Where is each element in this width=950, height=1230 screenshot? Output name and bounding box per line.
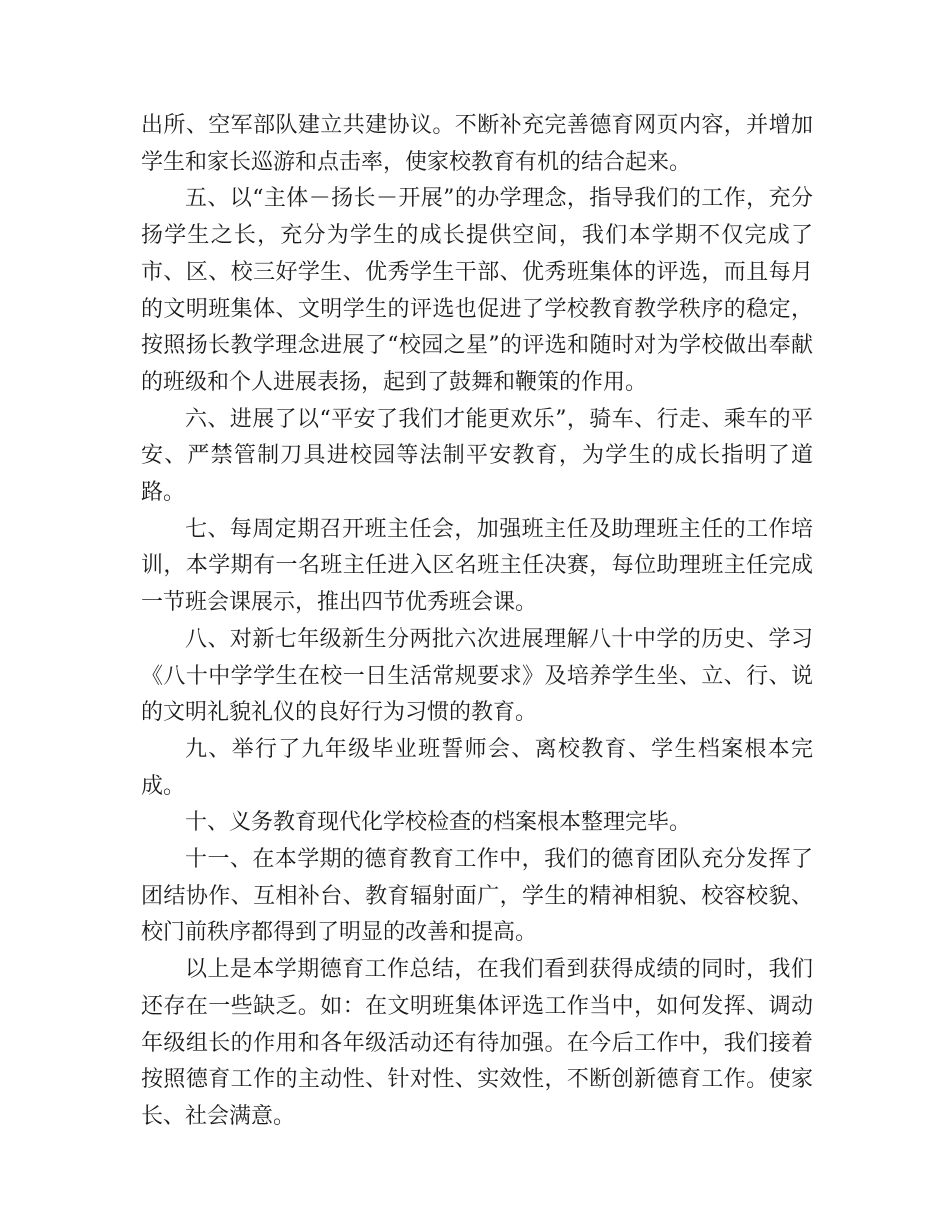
paragraph-item-11: 十一、在本学期的德育教育工作中，我们的德育团队充分发挥了团结协作、互相补台、教育辐射面广，学生的精神相貌、校容校貌、校门前秩序都得到了明显的改善和提高。 bbox=[141, 847, 813, 946]
paragraph-item-6: 六、进展了以“平安了我们才能更欢乐”，骑车、行走、乘车的平安、严禁管制刀具进校园等法制平安教育，为学生的成长指明了道路。 bbox=[141, 406, 813, 506]
paragraph-continued: 出所、空军部队建立共建协议。不断补充完善德育网页内容，并增加学生和家长巡游和点击率，使家校教育有机的结合起来。 bbox=[141, 113, 813, 175]
document-body bbox=[141, 108, 813, 1136]
paragraph-item-10: 十、义务教育现代化学校检查的档案根本整理完毕。 bbox=[185, 810, 692, 836]
paragraph-item-9: 九、举行了九年级毕业班誓师会、离校教育、学生档案根本完成。 bbox=[141, 736, 813, 799]
paragraph-item-7: 七、每周定期召开班主任会，加强班主任及助理班主任的工作培训，本学期有一名班主任进入区名班主任决赛，每位助理班主任完成一节班会课展示，推出四节优秀班会课。 bbox=[141, 516, 813, 616]
paragraph-item-5: 五、以“主体－扬长－开展”的办学理念，指导我们的工作，充分扬学生之长，充分为学生的成长提供空间，我们本学期不仅完成了市、区、校三好学生、优秀学生干部、优秀班集体的评选，而且每月的文明班集体、文明学生的评选也促进了学校教育教学秩序的稳定，按照扬长教学理念进展了“校园之星”的评选和随时对为学校做出奉献的班级和个人进展表扬，起到了鼓舞和鞭策的作用。 bbox=[141, 186, 813, 395]
paragraph-summary: 以上是本学期德育工作总结，在我们看到获得成绩的同时，我们还存在一些缺乏。如：在文明班集体评选工作当中，如何发挥、调动年级组长的作用和各年级活动还有待加强。在今后工作中，我们接着按照德育工作的主动性、针对性、实效性，不断创新德育工作。使家长、社会满意。 bbox=[141, 957, 813, 1129]
paragraph-item-8: 八、对新七年级新生分两批六次进展理解八十中学的历史、学习《八十中学学生在校一日生活常规要求》及培养学生坐、立、行、说的文明礼貌礼仪的良好行为习惯的教育。 bbox=[141, 626, 813, 726]
